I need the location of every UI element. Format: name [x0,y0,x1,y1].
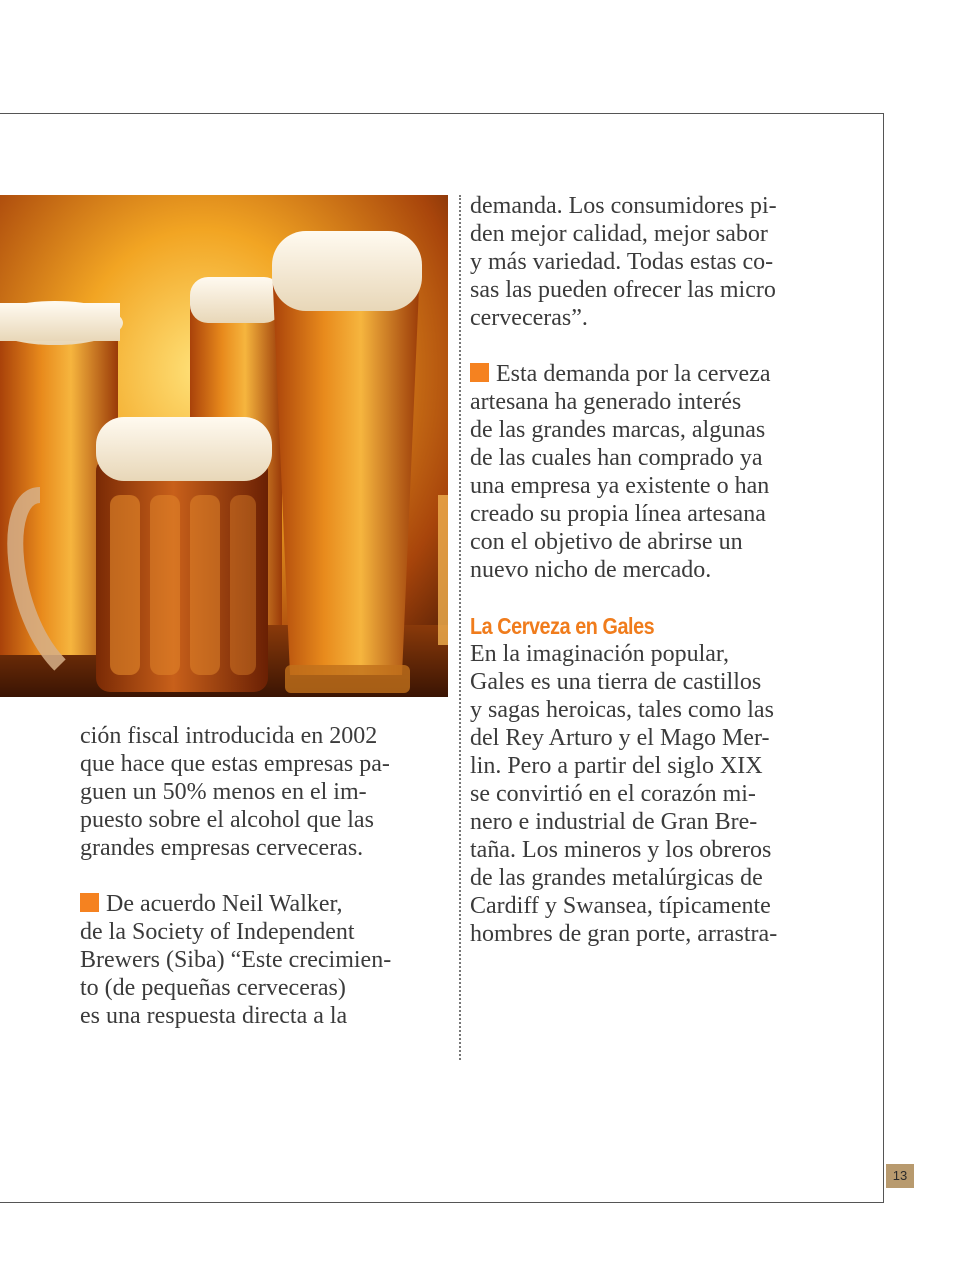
paragraph-with-bullet [80,890,440,1030]
column-divider [459,195,461,1060]
beer-glasses-photo [0,195,448,697]
right-text-column [470,192,840,948]
paragraph: ción fiscal introducida en 2002 que hace que estas empresas pa- guen un 50% menos en el im- puesto sobre el alcohol que las grandes empresas cerveceras. [80,723,390,861]
paragraph-text: De acuerdo Neil Walker, de la Society of Independent Brewers (Siba) “Este crecimien- to (de pequeñas cerveceras) es una respuesta directa a la [80,891,392,1029]
orange-square-bullet-icon [80,893,99,912]
paragraph-with-bullet [470,360,840,584]
left-text-column [80,722,440,1030]
orange-square-bullet-icon [470,363,489,382]
paragraph: En la imaginación popular, Gales es una tierra de castillos y sagas heroicas, tales como las del Rey Arturo y el Mago Mer- lin. Pero a partir del siglo XIX se convirtió en el corazón mi- nero e industrial de Gran Bre- taña. Los mineros y los obreros de las grandes metalúrgicas de Cardiff y Swansea, típicamente hombres de gran porte, arrastra- [470,641,778,947]
paragraph-text: Esta demanda por la cerveza artesana ha generado interés de las grandes marcas, algunas de las cuales han comprado ya una empresa ya existente o han creado su propia línea artesana con el objetivo de abrirse un nuevo nicho de mercado. [470,361,771,583]
page-number: 13 [886,1164,914,1188]
section-heading: La Cerveza en Gales [470,613,655,639]
paragraph: demanda. Los consumidores pi- den mejor calidad, mejor sabor y más variedad. Todas estas co- sas las pueden ofrecer las micro cerveceras”. [470,193,777,331]
